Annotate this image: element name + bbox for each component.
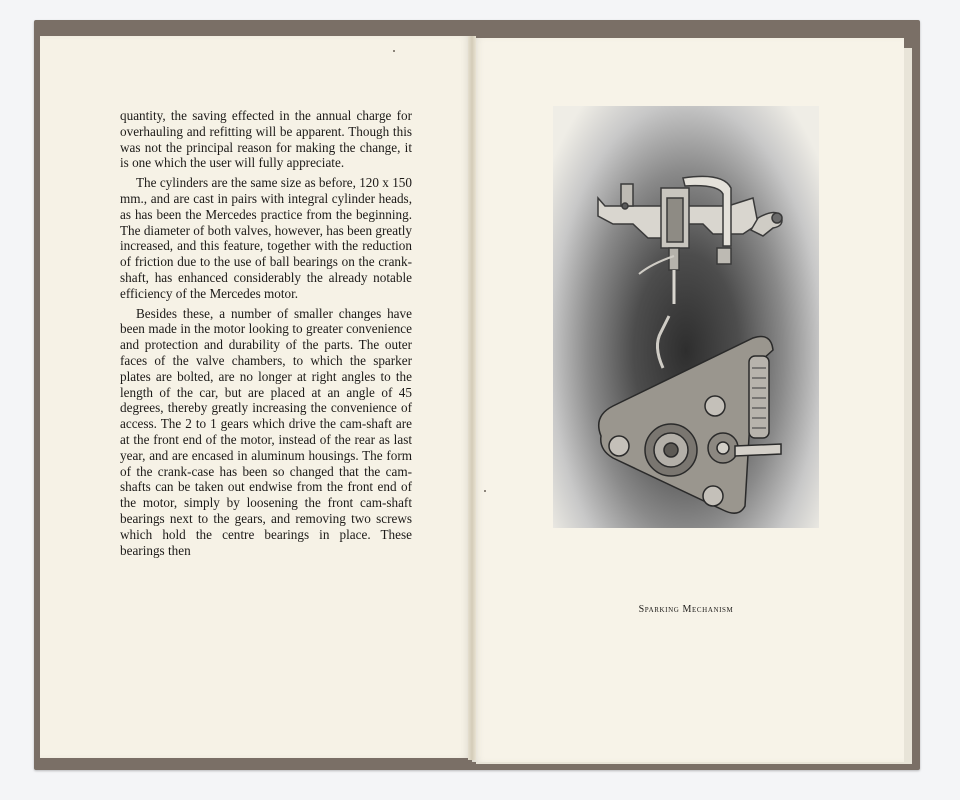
mechanism-drawing [553,106,819,528]
lower-trigger-plate [599,316,781,513]
upper-sparker-plate [598,176,782,304]
figure-caption: Sparking Mechanism [638,604,734,615]
paragraph-1: quantity, the saving effected in the annual charge for overhauling and refitting will be apparent. Though this was not the principal reason for making the change, it is one which the user will fully appreciate. [120,108,412,171]
sparking-mechanism-illustration [553,106,819,528]
paper-speck [484,490,486,492]
paragraph-2: The cylinders are the same size as before, 120 x 150 mm., and are cast in pairs with integral cylinder heads, as has been the Mercedes practice from the beginning. The diameter of both valves, however, has been greatly increased, and this feature, together with the reduction of friction due to the use of ball bearings on the crank-shaft, has enhanced considerably the already notable efficiency of the Mercedes motor. [120,175,412,301]
book-gutter [468,36,476,760]
paper-speck [393,50,395,52]
paragraph-3: Besides these, a number of smaller changes have been made in the motor looking to greater convenience and protection and durability of the parts. The outer faces of the valve chambers, to which the sparker plates are bolted, are no longer at right angles to the length of the car, but are placed at an angle of 45 degrees, thereby greatly increasing the convenience of access. The 2 to 1 gears which drive the cam-shaft are at the front end of the motor, instead of the rear as last year, and are encased in aluminum housings. The form of the crank-case has been so changed that the cam-shafts can be taken out endwise from the front end of the motor, simply by loosening the front cam-shaft bearings next to the gears, and removing two screws which hold the centre bearings in place. These bearings then [120,305,412,558]
left-page-text [120,108,412,558]
